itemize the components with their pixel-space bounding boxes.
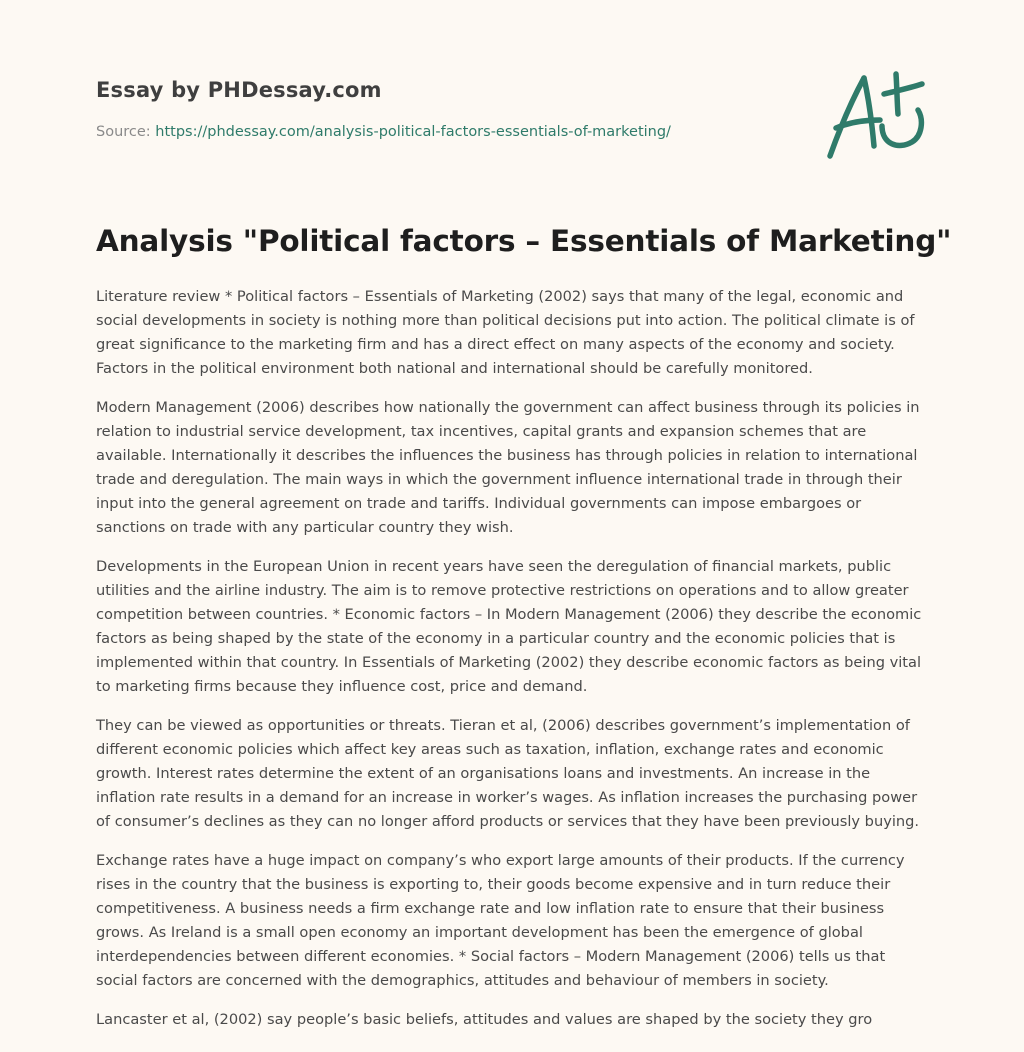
essay-paragraph: Developments in the European Union in recent years have seen the deregulation of financial markets, public utilities and the airline industry. The aim is to remove protective restrictions on operations and to allow greater competition between countries. * Economic factors – In Modern Management (2006) they describe the economic factors as being shaped by the state of the economy in a particular country and the economic policies that is implemented within that country. In Essentials of Marketing (2002) they describe economic factors as being vital to marketing firms because they influence cost, price and demand. [96, 558, 922, 695]
essay-paragraph: They can be viewed as opportunities or threats. Tieran et al, (2006) describes government’s implementation of different economic policies which affect key areas such as taxation, inflation, exchange rates and economic growth. Interest rates determine the extent of an organisations loans and investments. An increase in the inflation rate results in a demand for an increase in worker’s wages. As inflation increases the purchasing power of consumer’s declines as they can no longer afford products or services that they have been previously buying. [96, 717, 920, 830]
essay-body [96, 285, 930, 1047]
site-brand: Essay by PHDessay.com [96, 78, 382, 102]
essay-paragraph: Exchange rates have a huge impact on company’s who export large amounts of their products. If the currency rises in the country that the business is exporting to, their goods become expensive and in turn reduce their competitiveness. A business needs a firm exchange rate and low inflation rate to ensure that their business grows. As Ireland is a small open economy an important development has been the emergence of global interdependencies between different economies. * Social factors – Modern Management (2006) tells us that social factors are concerned with the demographics, attitudes and behaviour of members in society. [96, 852, 905, 989]
a-plus-logo-icon [824, 66, 934, 166]
source-line [96, 124, 671, 140]
essay-title: Analysis "Political factors – Essentials of Marketing" [96, 224, 952, 258]
source-label: Source: [96, 124, 156, 140]
essay-paragraph: Modern Management (2006) describes how nationally the government can affect business through its policies in relation to industrial service development, tax incentives, capital grants and expansion schemes that are available. Internationally it describes the influences the business has through policies in relation to international trade and deregulation. The main ways in which the government influence international trade in through their input into the general agreement on trade and tariffs. Individual governments can impose embargoes or sanctions on trade with any particular country they wish. [96, 399, 920, 536]
essay-paragraph: Lancaster et al, (2002) say people’s basic beliefs, attitudes and values are shaped by the society they gro [96, 1011, 873, 1028]
source-link[interactable]: https://phdessay.com/analysis-political-factors-essentials-of-marketing/ [155, 124, 671, 140]
essay-paragraph: Literature review * Political factors – Essentials of Marketing (2002) says that many of the legal, economic and social developments in society is nothing more than political decisions put into action. The political climate is of great significance to the marketing firm and has a direct effect on many aspects of the economy and society. Factors in the political environment both national and international should be carefully monitored. [96, 288, 915, 377]
